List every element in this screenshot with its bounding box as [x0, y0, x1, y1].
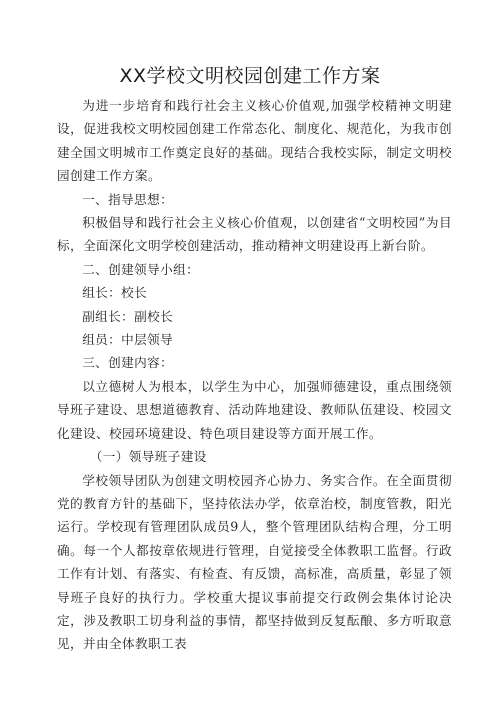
document-body: [57, 94, 452, 656]
guiding-thought-paragraph: 积极倡导和践行社会主义核心价值观，以创建省“文明校园”为目标，全面深化文明学校创建活动，推动精神文明建设再上新台阶。: [57, 215, 452, 254]
section-heading-content: 三、创建内容：: [82, 355, 174, 371]
subsection-heading-leadership: （一）领导班子建设: [89, 449, 207, 465]
intro-paragraph: 为进一步培育和践行社会主义核心价值观,加强学校精神文明建设，促进我校文明校园创建工作常态化、制度化、规范化，为我市创建全国文明城市工作奠定良好的基础。现结合我校实际，制定文明校园创建工作方案。: [57, 98, 452, 184]
group-members-line: 组员：中层领导: [82, 332, 174, 348]
group-leader-line: 组长：校长: [82, 285, 148, 301]
section-heading-guiding-thought: 一、指导思想：: [82, 191, 174, 207]
leadership-paragraph: 学校领导团队为创建文明校园齐心协力、务实合作。在全面贯彻党的教育方针的基础下，坚持依法办学，依章治校，制度管教，阳光运行。学校现有管理团队成员9人，整个管理团队结构合理，分工明确。每一个人都按章依规进行管理，自觉接受全体教职工监督。行政工作有计划、有落实、有检查、有反馈，高标准，高质量，彰显了领导班子良好的执行力。学校重大提议事前提交行政例会集体讨论决定，涉及教职工切身利益的事情，都坚持做到反复酝酿、多方听取意见，并由全体教职工表: [57, 472, 452, 652]
content-paragraph: 以立德树人为根本，以学生为中心，加强师德建设，重点围绕领导班子建设、思想道德教育、活动阵地建设、教师队伍建设、校园文化建设、校园环境建设、特色项目建设等方面开展工作。: [57, 378, 452, 441]
document-title: XX学校文明校园创建工作方案: [119, 65, 381, 87]
section-heading-leadership-group: 二、创建领导小组：: [82, 261, 200, 277]
group-vice-leader-line: 副组长：副校长: [82, 308, 174, 324]
